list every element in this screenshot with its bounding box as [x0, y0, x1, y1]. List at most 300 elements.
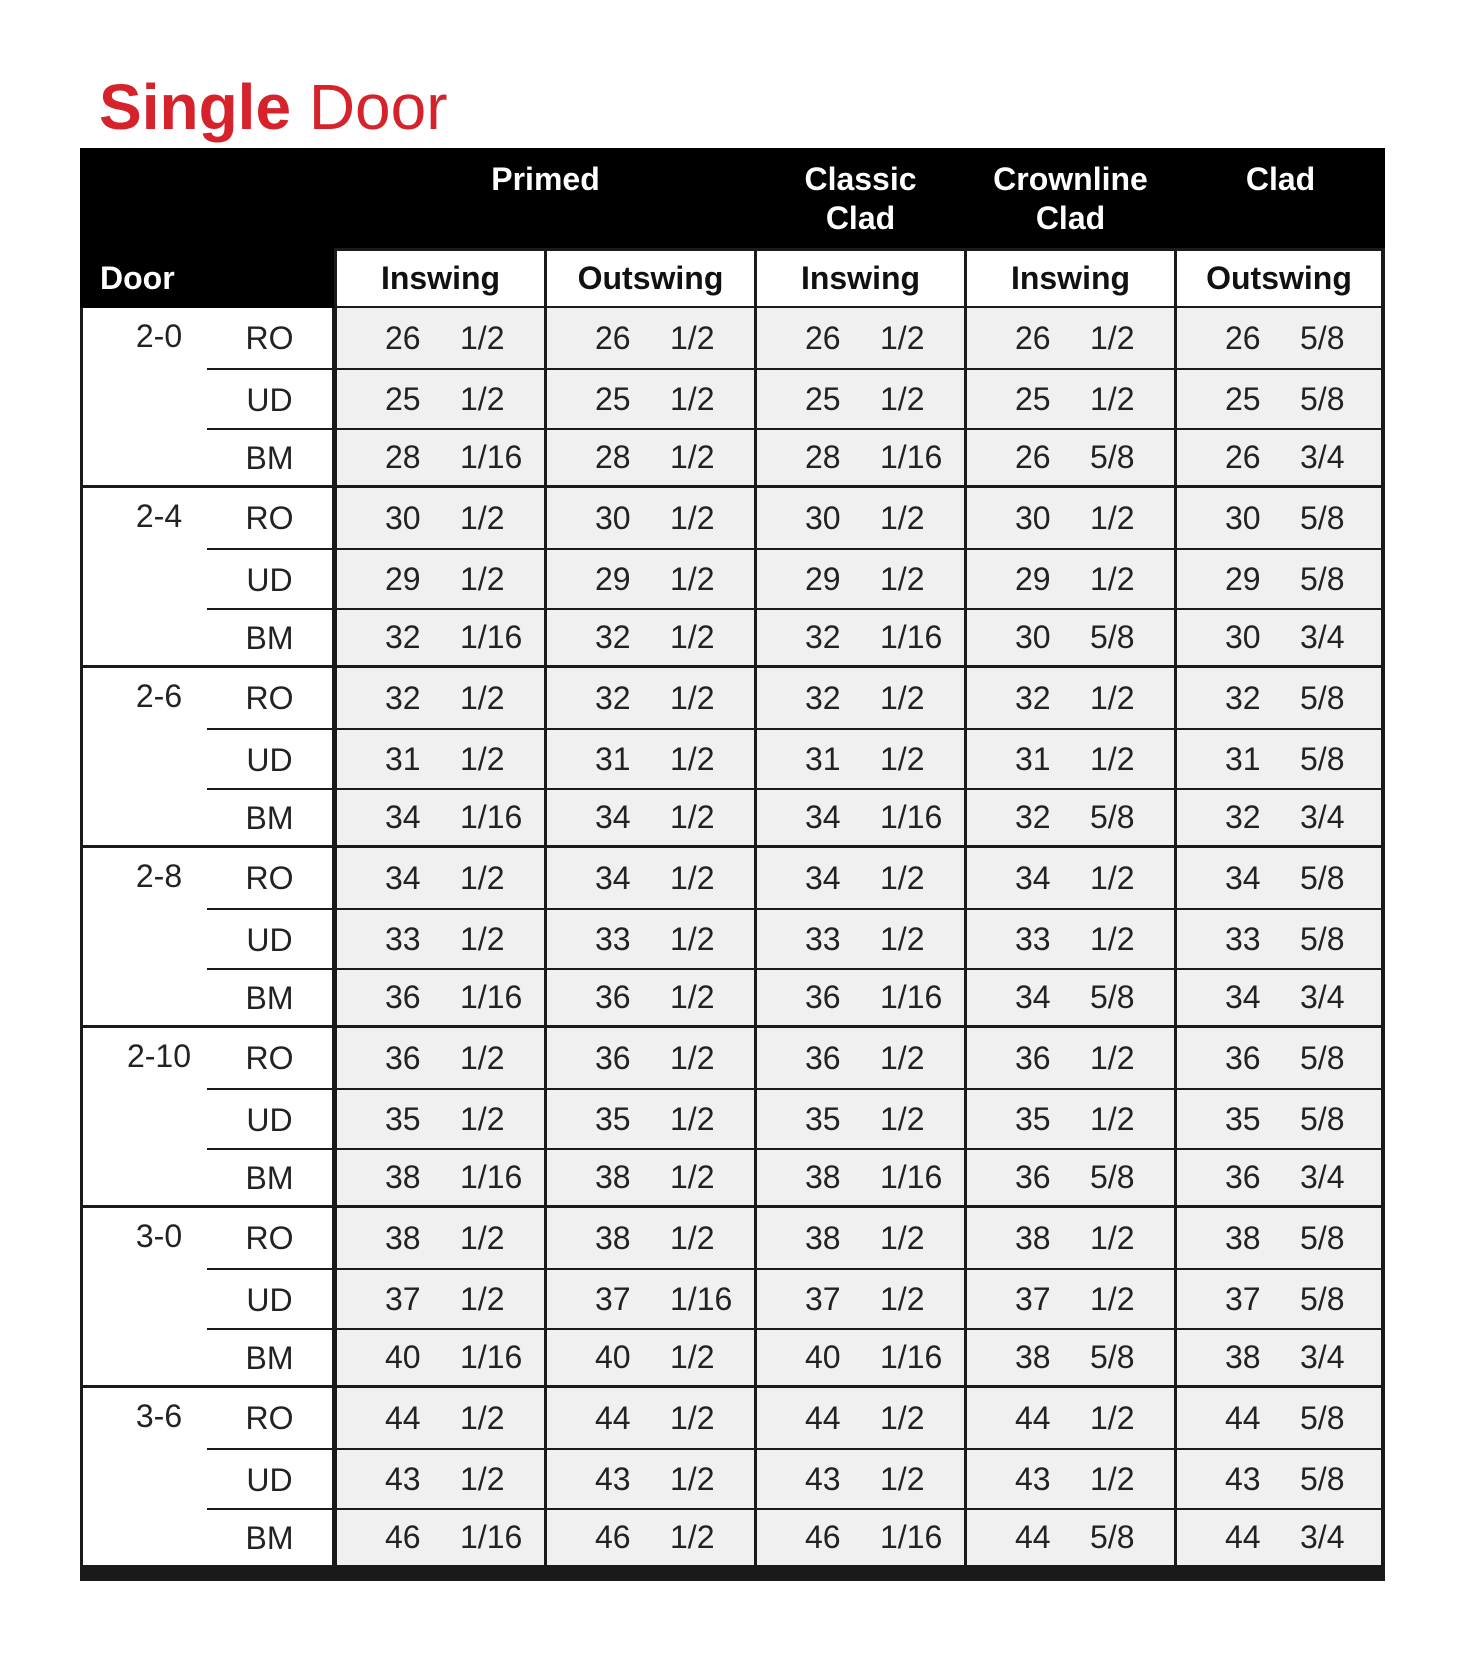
row-type-bm: BM [207, 788, 332, 845]
group-header-clad-label: Clad [1245, 161, 1316, 197]
table-cell [337, 1330, 544, 1385]
whole-inches: 44 [1015, 1400, 1051, 1436]
table-cell [967, 1208, 1174, 1268]
table-cell [1177, 308, 1381, 368]
fraction-inches: 1/2 [1090, 561, 1135, 597]
fraction-inches: 1/2 [880, 1400, 925, 1436]
table-cell [547, 1510, 754, 1565]
sub-header-clad-outswing: Outswing [1177, 251, 1381, 306]
whole-inches: 33 [595, 921, 631, 957]
table-cell [547, 910, 754, 968]
fraction-inches: 1/2 [460, 1101, 505, 1137]
table-cell [757, 1510, 964, 1565]
sub-header-primed-inswing: Inswing [337, 251, 544, 306]
whole-inches: 43 [1015, 1461, 1051, 1497]
fraction-inches: 5/8 [1300, 680, 1345, 716]
whole-inches: 40 [805, 1339, 841, 1375]
fraction-inches: 1/2 [1090, 680, 1135, 716]
table-cell [337, 1510, 544, 1565]
fraction-inches: 1/16 [460, 439, 523, 475]
group-header-classic-clad-label: Classic Clad [804, 161, 917, 236]
fraction-inches: 1/2 [670, 1040, 715, 1076]
row-type-ro: RO [207, 1028, 332, 1088]
fraction-inches: 1/16 [880, 979, 943, 1015]
fraction-inches: 5/8 [1300, 1220, 1345, 1256]
fraction-inches: 1/2 [460, 381, 505, 417]
table-cell [337, 370, 544, 428]
fraction-inches: 1/2 [880, 1101, 925, 1137]
table-cell [757, 970, 964, 1025]
group-header-classic-clad [757, 148, 964, 248]
fraction-inches: 3/4 [1300, 439, 1345, 475]
fraction-inches: 5/8 [1300, 1281, 1345, 1317]
fraction-inches: 3/4 [1300, 1339, 1345, 1375]
fraction-inches: 1/2 [1090, 1281, 1135, 1317]
table-cell [1177, 430, 1381, 485]
table-cell [337, 488, 544, 548]
whole-inches: 35 [1015, 1101, 1051, 1137]
table-cell [967, 370, 1174, 428]
whole-inches: 36 [595, 979, 631, 1015]
fraction-inches: 1/2 [670, 979, 715, 1015]
fraction-inches: 1/2 [1090, 1461, 1135, 1497]
table-cell [337, 910, 544, 968]
fraction-inches: 1/2 [880, 921, 925, 957]
whole-inches: 36 [1015, 1040, 1051, 1076]
table-cell [1177, 550, 1381, 608]
table-cell [547, 610, 754, 665]
whole-inches: 36 [805, 1040, 841, 1076]
table-cell [337, 1450, 544, 1508]
table-cell [757, 1388, 964, 1448]
fraction-inches: 1/2 [670, 799, 715, 835]
fraction-inches: 5/8 [1300, 561, 1345, 597]
table-cell [757, 610, 964, 665]
whole-inches: 36 [1015, 1159, 1051, 1195]
whole-inches: 25 [385, 381, 421, 417]
fraction-inches: 1/2 [460, 320, 505, 356]
table-cell [1177, 668, 1381, 728]
table-cell [757, 308, 964, 368]
row-type-bm: BM [207, 1508, 332, 1565]
fraction-inches: 1/16 [460, 799, 523, 835]
door-column-header: Door [80, 248, 334, 308]
table-cell [967, 1150, 1174, 1205]
table-cell [967, 1450, 1174, 1508]
table-cell [547, 1208, 754, 1268]
fraction-inches: 3/4 [1300, 619, 1345, 655]
fraction-inches: 5/8 [1300, 381, 1345, 417]
fraction-inches: 1/2 [460, 921, 505, 957]
row-type-ud: UD [207, 1088, 332, 1148]
table-cell [337, 1208, 544, 1268]
whole-inches: 29 [385, 561, 421, 597]
table-cell [547, 1388, 754, 1448]
whole-inches: 34 [805, 860, 841, 896]
fraction-inches: 1/2 [460, 561, 505, 597]
fraction-inches: 1/16 [460, 1159, 523, 1195]
fraction-inches: 1/2 [1090, 860, 1135, 896]
fraction-inches: 1/16 [460, 1519, 523, 1555]
fraction-inches: 1/2 [880, 1040, 925, 1076]
whole-inches: 32 [1015, 799, 1051, 835]
table-cell [1177, 370, 1381, 428]
whole-inches: 46 [595, 1519, 631, 1555]
fraction-inches: 1/16 [460, 619, 523, 655]
whole-inches: 35 [595, 1101, 631, 1137]
fraction-inches: 1/2 [880, 1281, 925, 1317]
fraction-inches: 1/2 [670, 1400, 715, 1436]
fraction-inches: 5/8 [1090, 619, 1135, 655]
fraction-inches: 3/4 [1300, 799, 1345, 835]
fraction-inches: 1/2 [1090, 1101, 1135, 1137]
door-size-label: 3-0 [135, 1218, 183, 1254]
whole-inches: 38 [1015, 1339, 1051, 1375]
fraction-inches: 5/8 [1300, 1040, 1345, 1076]
fraction-inches: 5/8 [1090, 1159, 1135, 1195]
whole-inches: 30 [595, 500, 631, 536]
fraction-inches: 1/2 [880, 680, 925, 716]
whole-inches: 29 [595, 561, 631, 597]
row-type-ud: UD [207, 728, 332, 788]
fraction-inches: 1/2 [460, 860, 505, 896]
whole-inches: 38 [595, 1220, 631, 1256]
page-title [99, 72, 448, 142]
door-size-label: 2-4 [135, 498, 183, 534]
table-cell [337, 730, 544, 788]
fraction-inches: 1/2 [460, 1400, 505, 1436]
table-cell [1177, 610, 1381, 665]
fraction-inches: 1/2 [670, 921, 715, 957]
table-cell [757, 1270, 964, 1328]
whole-inches: 32 [1015, 680, 1051, 716]
whole-inches: 32 [595, 619, 631, 655]
whole-inches: 43 [1225, 1461, 1261, 1497]
fraction-inches: 1/2 [880, 561, 925, 597]
row-type-ud: UD [207, 1268, 332, 1328]
fraction-inches: 3/4 [1300, 1159, 1345, 1195]
whole-inches: 30 [385, 500, 421, 536]
table-cell [337, 790, 544, 845]
table-cell [967, 308, 1174, 368]
table-cell [757, 790, 964, 845]
table-cell [547, 1270, 754, 1328]
fraction-inches: 1/2 [1090, 1040, 1135, 1076]
table-cell [1177, 1270, 1381, 1328]
whole-inches: 30 [1225, 500, 1261, 536]
row-type-ro: RO [207, 1208, 332, 1268]
fraction-inches: 1/2 [670, 500, 715, 536]
table-cell [757, 1330, 964, 1385]
table-cell [967, 970, 1174, 1025]
whole-inches: 36 [385, 1040, 421, 1076]
fraction-inches: 1/2 [460, 1040, 505, 1076]
whole-inches: 25 [805, 381, 841, 417]
table-cell [757, 1150, 964, 1205]
table-cell [1177, 970, 1381, 1025]
whole-inches: 38 [805, 1159, 841, 1195]
table-cell [337, 430, 544, 485]
row-type-bm: BM [207, 968, 332, 1025]
table-cell [547, 668, 754, 728]
door-size-label: 2-6 [135, 678, 183, 714]
table-cell [967, 910, 1174, 968]
title-rest: Door [308, 71, 448, 143]
fraction-inches: 5/8 [1090, 799, 1135, 835]
table-cell [757, 488, 964, 548]
row-type-bm: BM [207, 608, 332, 665]
whole-inches: 38 [385, 1159, 421, 1195]
sub-header-crownline-clad-inswing: Inswing [967, 251, 1174, 306]
table-cell [547, 848, 754, 908]
group-header-crownline-clad-label: Crownline Clad [993, 161, 1148, 236]
fraction-inches: 1/2 [1090, 500, 1135, 536]
whole-inches: 30 [1015, 500, 1051, 536]
table-cell [547, 970, 754, 1025]
fraction-inches: 1/2 [880, 381, 925, 417]
door-size-label: 2-10 [126, 1038, 192, 1074]
whole-inches: 35 [805, 1101, 841, 1137]
row-type-ud: UD [207, 368, 332, 428]
fraction-inches: 1/16 [880, 1339, 943, 1375]
whole-inches: 32 [1225, 799, 1261, 835]
table-cell [547, 790, 754, 845]
table-cell [757, 848, 964, 908]
whole-inches: 25 [1225, 381, 1261, 417]
whole-inches: 30 [805, 500, 841, 536]
fraction-inches: 1/2 [460, 1220, 505, 1256]
group-header-crownline-clad [967, 148, 1174, 248]
whole-inches: 32 [805, 680, 841, 716]
sub-header-classic-clad-inswing: Inswing [757, 251, 964, 306]
whole-inches: 36 [1225, 1040, 1261, 1076]
table-cell [757, 1090, 964, 1148]
fraction-inches: 1/2 [460, 680, 505, 716]
whole-inches: 34 [1015, 860, 1051, 896]
row-type-ud: UD [207, 908, 332, 968]
table-cell [757, 550, 964, 608]
table-cell [1177, 1510, 1381, 1565]
table-cell [967, 668, 1174, 728]
fraction-inches: 1/2 [460, 1281, 505, 1317]
fraction-inches: 1/2 [460, 500, 505, 536]
table-cell [547, 1330, 754, 1385]
fraction-inches: 1/2 [880, 1461, 925, 1497]
fraction-inches: 5/8 [1090, 1519, 1135, 1555]
fraction-inches: 1/2 [670, 1220, 715, 1256]
whole-inches: 28 [805, 439, 841, 475]
whole-inches: 34 [1225, 860, 1261, 896]
whole-inches: 38 [595, 1159, 631, 1195]
table-cell [1177, 1028, 1381, 1088]
table-cell [757, 668, 964, 728]
whole-inches: 29 [1015, 561, 1051, 597]
whole-inches: 34 [385, 860, 421, 896]
whole-inches: 26 [595, 320, 631, 356]
whole-inches: 43 [385, 1461, 421, 1497]
table-cell [1177, 1208, 1381, 1268]
whole-inches: 35 [1225, 1101, 1261, 1137]
row-type-ro: RO [207, 488, 332, 548]
table-cell [1177, 1388, 1381, 1448]
whole-inches: 29 [1225, 561, 1261, 597]
fraction-inches: 1/2 [670, 1461, 715, 1497]
fraction-inches: 1/2 [670, 1519, 715, 1555]
fraction-inches: 1/2 [880, 500, 925, 536]
fraction-inches: 5/8 [1090, 979, 1135, 1015]
table-cell [337, 668, 544, 728]
row-type-ud: UD [207, 1448, 332, 1508]
table-cell [547, 1450, 754, 1508]
fraction-inches: 1/2 [1090, 1220, 1135, 1256]
whole-inches: 26 [1225, 439, 1261, 475]
table-cell [1177, 730, 1381, 788]
fraction-inches: 1/2 [670, 439, 715, 475]
whole-inches: 34 [805, 799, 841, 835]
fraction-inches: 5/8 [1300, 860, 1345, 896]
whole-inches: 44 [805, 1400, 841, 1436]
whole-inches: 26 [385, 320, 421, 356]
fraction-inches: 1/2 [1090, 381, 1135, 417]
whole-inches: 34 [1015, 979, 1051, 1015]
table-cell [337, 308, 544, 368]
whole-inches: 37 [385, 1281, 421, 1317]
fraction-inches: 1/2 [670, 680, 715, 716]
table-cell [967, 1090, 1174, 1148]
fraction-inches: 1/16 [670, 1281, 733, 1317]
group-header-clad [1177, 148, 1384, 248]
row-type-bm: BM [207, 1328, 332, 1385]
whole-inches: 38 [1225, 1339, 1261, 1375]
whole-inches: 43 [595, 1461, 631, 1497]
fraction-inches: 1/16 [880, 1159, 943, 1195]
whole-inches: 28 [595, 439, 631, 475]
fraction-inches: 1/16 [880, 799, 943, 835]
whole-inches: 33 [1015, 921, 1051, 957]
whole-inches: 25 [595, 381, 631, 417]
whole-inches: 36 [385, 979, 421, 1015]
whole-inches: 37 [805, 1281, 841, 1317]
row-type-ro: RO [207, 308, 332, 368]
whole-inches: 35 [385, 1101, 421, 1137]
table-cell [547, 430, 754, 485]
title-bold: Single [99, 71, 292, 143]
fraction-inches: 1/2 [880, 741, 925, 777]
fraction-inches: 1/2 [880, 1220, 925, 1256]
row-type-bm: BM [207, 1148, 332, 1205]
whole-inches: 38 [805, 1220, 841, 1256]
fraction-inches: 1/2 [1090, 1400, 1135, 1436]
fraction-inches: 1/2 [880, 320, 925, 356]
table-cell [967, 430, 1174, 485]
whole-inches: 34 [1225, 979, 1261, 1015]
whole-inches: 34 [595, 799, 631, 835]
whole-inches: 31 [805, 741, 841, 777]
whole-inches: 38 [385, 1220, 421, 1256]
table-cell [337, 610, 544, 665]
whole-inches: 37 [1225, 1281, 1261, 1317]
fraction-inches: 1/2 [670, 320, 715, 356]
table-cell [1177, 790, 1381, 845]
whole-inches: 31 [595, 741, 631, 777]
fraction-inches: 5/8 [1300, 741, 1345, 777]
fraction-inches: 1/2 [1090, 921, 1135, 957]
table-cell [967, 610, 1174, 665]
whole-inches: 33 [1225, 921, 1261, 957]
table-cell [547, 308, 754, 368]
whole-inches: 36 [1225, 1159, 1261, 1195]
fraction-inches: 5/8 [1300, 500, 1345, 536]
row-type-ro: RO [207, 848, 332, 908]
whole-inches: 32 [805, 619, 841, 655]
whole-inches: 44 [595, 1400, 631, 1436]
table-cell [757, 1208, 964, 1268]
whole-inches: 44 [385, 1400, 421, 1436]
fraction-inches: 1/2 [670, 381, 715, 417]
whole-inches: 31 [1225, 741, 1261, 777]
row-type-ro: RO [207, 668, 332, 728]
whole-inches: 26 [1015, 320, 1051, 356]
table-cell [757, 910, 964, 968]
whole-inches: 46 [385, 1519, 421, 1555]
whole-inches: 40 [385, 1339, 421, 1375]
table-cell [967, 1270, 1174, 1328]
table-cell [337, 848, 544, 908]
whole-inches: 37 [595, 1281, 631, 1317]
whole-inches: 32 [1225, 680, 1261, 716]
group-header-primed [337, 148, 754, 248]
table-cell [337, 970, 544, 1025]
whole-inches: 32 [595, 680, 631, 716]
table-cell [337, 550, 544, 608]
table-cell [967, 1028, 1174, 1088]
fraction-inches: 1/2 [460, 741, 505, 777]
fraction-inches: 5/8 [1300, 1101, 1345, 1137]
table-cell [337, 1388, 544, 1448]
door-size-table [80, 148, 1385, 1581]
table-cell [547, 370, 754, 428]
whole-inches: 33 [385, 921, 421, 957]
whole-inches: 31 [385, 741, 421, 777]
whole-inches: 38 [1225, 1220, 1261, 1256]
fraction-inches: 1/2 [460, 1461, 505, 1497]
fraction-inches: 1/2 [670, 561, 715, 597]
whole-inches: 26 [1015, 439, 1051, 475]
fraction-inches: 1/2 [670, 860, 715, 896]
whole-inches: 44 [1225, 1400, 1261, 1436]
whole-inches: 44 [1015, 1519, 1051, 1555]
fraction-inches: 1/16 [880, 1519, 943, 1555]
whole-inches: 43 [805, 1461, 841, 1497]
whole-inches: 36 [805, 979, 841, 1015]
table-cell [967, 848, 1174, 908]
table-cell [337, 1270, 544, 1328]
table-cell [757, 1028, 964, 1088]
whole-inches: 37 [1015, 1281, 1051, 1317]
table-cell [547, 730, 754, 788]
whole-inches: 36 [595, 1040, 631, 1076]
table-cell [967, 550, 1174, 608]
whole-inches: 32 [385, 619, 421, 655]
sub-header-primed-outswing: Outswing [547, 251, 754, 306]
table-cell [1177, 488, 1381, 548]
table-cell [547, 1090, 754, 1148]
table-cell [967, 1330, 1174, 1385]
table-cell [757, 370, 964, 428]
fraction-inches: 1/2 [1090, 320, 1135, 356]
table-cell [967, 730, 1174, 788]
fraction-inches: 1/2 [670, 1159, 715, 1195]
